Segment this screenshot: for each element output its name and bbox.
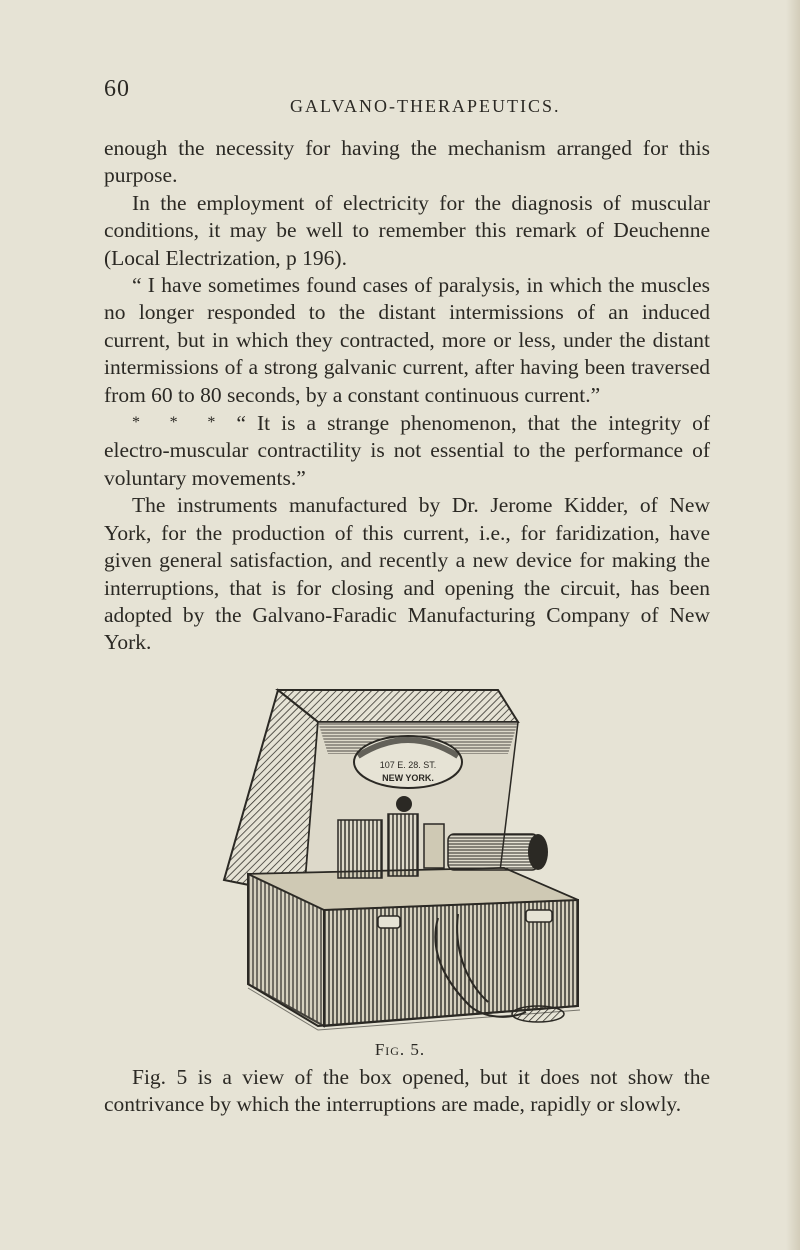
body-text [104,135,710,657]
paragraph-4-text: “ It is a strange phenomenon, that the integrity of electro-muscular contractility is not essential to the performance of voluntary movements.” [104,411,711,490]
figure-caption: Fig. 5. [374,1040,426,1059]
paragraph-3-quote: “ I have sometimes found cases of paralysis, in which the muscles no longer responded to the distant intermissions of an induced current, but in which they contracted, more or less, under the distant intermissions of a strong galvanic current, after having been traversed from 60 to 80 seconds, by a constant continuous current.” [104,273,710,407]
after-figure-text [104,1064,710,1119]
lid-top [278,690,518,722]
interrupter [424,824,444,868]
binding-post-right [526,910,552,922]
coil-middle [388,814,418,876]
figure-galvano-faradic-box [208,684,608,1034]
coil-left [338,820,382,878]
induction-coil [448,834,538,870]
page-edge-shadow [786,0,800,1250]
terminal-knob [396,796,412,812]
asterism: * * * [132,414,226,432]
paragraph-4-quote [104,409,710,492]
paragraph-1: enough the necessity for having the mechanism arranged for this purpose. [104,136,710,188]
electrode-handle [512,1006,564,1022]
paragraph-2: In the employment of electricity for the diagnosis of muscular conditions, it may be well to remember this remark of Deuchenne (Local Electrization, p 196). [104,190,710,270]
paragraph-6: Fig. 5 is a view of the box opened, but it does not show the contrivance by which the interruptions are made, rapidly or slowly. [104,1065,710,1117]
binding-post-left [378,916,400,928]
paragraph-5: The instruments manufactured by Dr. Jerome Kidder, of New York, for the production of this current, i.e., for faridization, have given general satisfaction, and recently a new device for making the interruptions, that is for closing and opening the circuit, has been adopted by the Galvano-Faradic Manufacturing Company of New York. [104,493,710,655]
page-number: 60 [104,76,130,102]
box-engraving [208,684,608,1034]
lid-left-panel [224,690,318,896]
coil-end [528,834,548,870]
running-head: GALVANO-THERAPEUTICS. [290,96,561,116]
label-address: 107 E. 28. ST. [379,760,437,770]
label-city: NEW YORK. [382,773,434,783]
